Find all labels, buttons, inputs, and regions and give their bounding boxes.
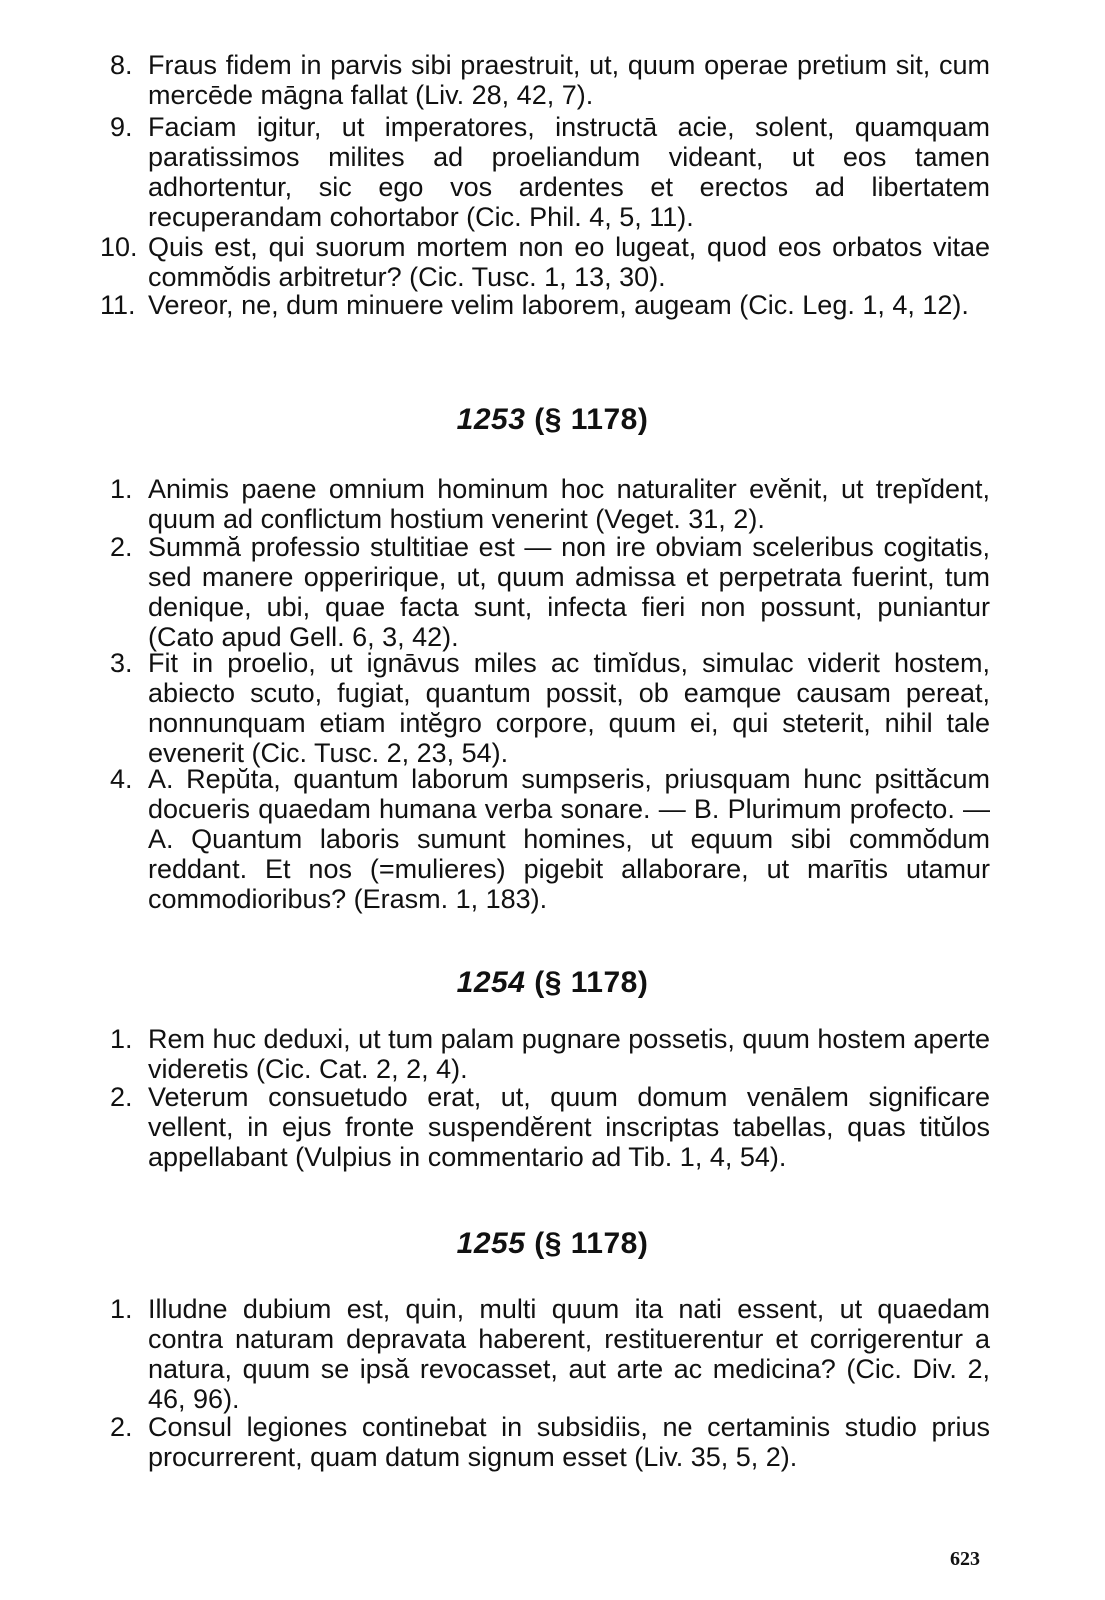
item-text: Quis est, qui suorum mortem non eo lugeat, quod eos orbatos vitae commŏdis arbitretur? (Cic. Tusc. 1, 13, 30). (148, 232, 990, 292)
list-item (110, 532, 990, 652)
item-number: 1. (110, 474, 133, 504)
item-text: Rem huc deduxi, ut tum palam pugnare possetis, quum hostem aperte videretis (Cic. Cat. 2, 2, 4). (148, 1024, 990, 1084)
list-item (110, 1024, 990, 1084)
item-number: 1. (110, 1294, 133, 1324)
item-number: 2. (110, 1082, 133, 1112)
item-text: Faciam igitur, ut imperatores, instructā acie, solent, quamquam paratissimos milites ad proeliandum videant, ut eos tamen adhortentur, sic ego vos ardentes et erectos ad libertatem recuperandam cohortabor (Cic. Phil. 4, 5, 11). (148, 112, 990, 232)
list-item (110, 1082, 990, 1172)
list-item (110, 764, 990, 914)
item-number: 4. (110, 764, 133, 794)
item-number: 2. (110, 1412, 133, 1442)
item-text: Animis paene omnium hominum hoc naturaliter evĕnit, ut trepĭdent, quum ad conflictum hostium venerint (Veget. 31, 2). (148, 474, 990, 534)
list-item (100, 232, 990, 292)
section-heading (0, 403, 1105, 437)
item-number: 8. (110, 50, 133, 80)
list-item (110, 112, 990, 232)
item-text: Veterum consuetudo erat, ut, quum domum venālem significare vellent, in ejus fronte suspendĕrent inscriptas tabellas, quas titŭlos appellabant (Vulpius in commentario ad Tib. 1, 4, 54). (148, 1082, 990, 1172)
section-heading (0, 966, 1105, 1000)
item-text: Consul legiones continebat in subsidiis, ne certaminis studio prius procurrerent, quam datum signum esset (Liv. 35, 5, 2). (148, 1412, 990, 1472)
item-text: Fit in proelio, ut ignāvus miles ac timĭdus, simulac viderit hostem, abiecto scuto, fugiat, quantum possit, ob eamque causam pereat, nonnunquam etiam intĕgro corpore, quum ei, qui steterit, nihil tale evenerit (Cic. Tusc. 2, 23, 54). (148, 648, 990, 768)
section-ref: (§ 1178) (534, 403, 649, 436)
item-text: A. Repŭta, quantum laborum sumpseris, priusquam hunc psittăcum docueris quaedam humana verba sonare. — B. Plurimum profecto. — A. Quantum laboris sumunt homines, ut equum sibi commŏdum reddant. Et nos (=mulieres) pigebit allaborare, ut marītis utamur commodioribus? (Erasm. 1, 183). (148, 764, 990, 914)
section-heading (0, 1227, 1105, 1261)
section-number: 1253 (456, 403, 526, 436)
item-number: 3. (110, 648, 133, 678)
list-item (100, 290, 990, 320)
item-number: 9. (110, 112, 133, 142)
section-number: 1254 (456, 966, 526, 999)
item-number: 11. (100, 290, 136, 320)
item-number: 10. (100, 232, 138, 262)
page-number: 623 (950, 1548, 980, 1570)
section-number: 1255 (456, 1227, 526, 1260)
item-text: Illudne dubium est, quin, multi quum ita nati essent, ut quaedam contra naturam depravata haberent, restituerentur et corrigerentur a natura, quum se ipsă revocasset, aut arte ac medicina? (Cic. Div. 2, 46, 96). (148, 1294, 990, 1414)
item-number: 1. (110, 1024, 133, 1054)
section-ref: (§ 1178) (534, 966, 649, 999)
list-item (110, 1294, 990, 1414)
section-ref: (§ 1178) (534, 1227, 649, 1260)
item-text: Summă professio stultitiae est — non ire obviam sceleribus cogitatis, sed manere opperirique, ut, quum admissa et perpetrata fuerint, tum denique, ubi, quae facta sunt, infecta fieri non possunt, puniantur (Cato apud Gell. 6, 3, 42). (148, 532, 990, 652)
item-text: Fraus fidem in parvis sibi praestruit, ut, quum operae pretium sit, cum mercēde māgna fallat (Liv. 28, 42, 7). (148, 50, 990, 110)
list-item (110, 1412, 990, 1472)
list-item (110, 474, 990, 534)
list-item (110, 648, 990, 768)
item-number: 2. (110, 532, 133, 562)
item-text: Vereor, ne, dum minuere velim laborem, augeam (Cic. Leg. 1, 4, 12). (148, 290, 969, 320)
list-item (110, 50, 990, 110)
